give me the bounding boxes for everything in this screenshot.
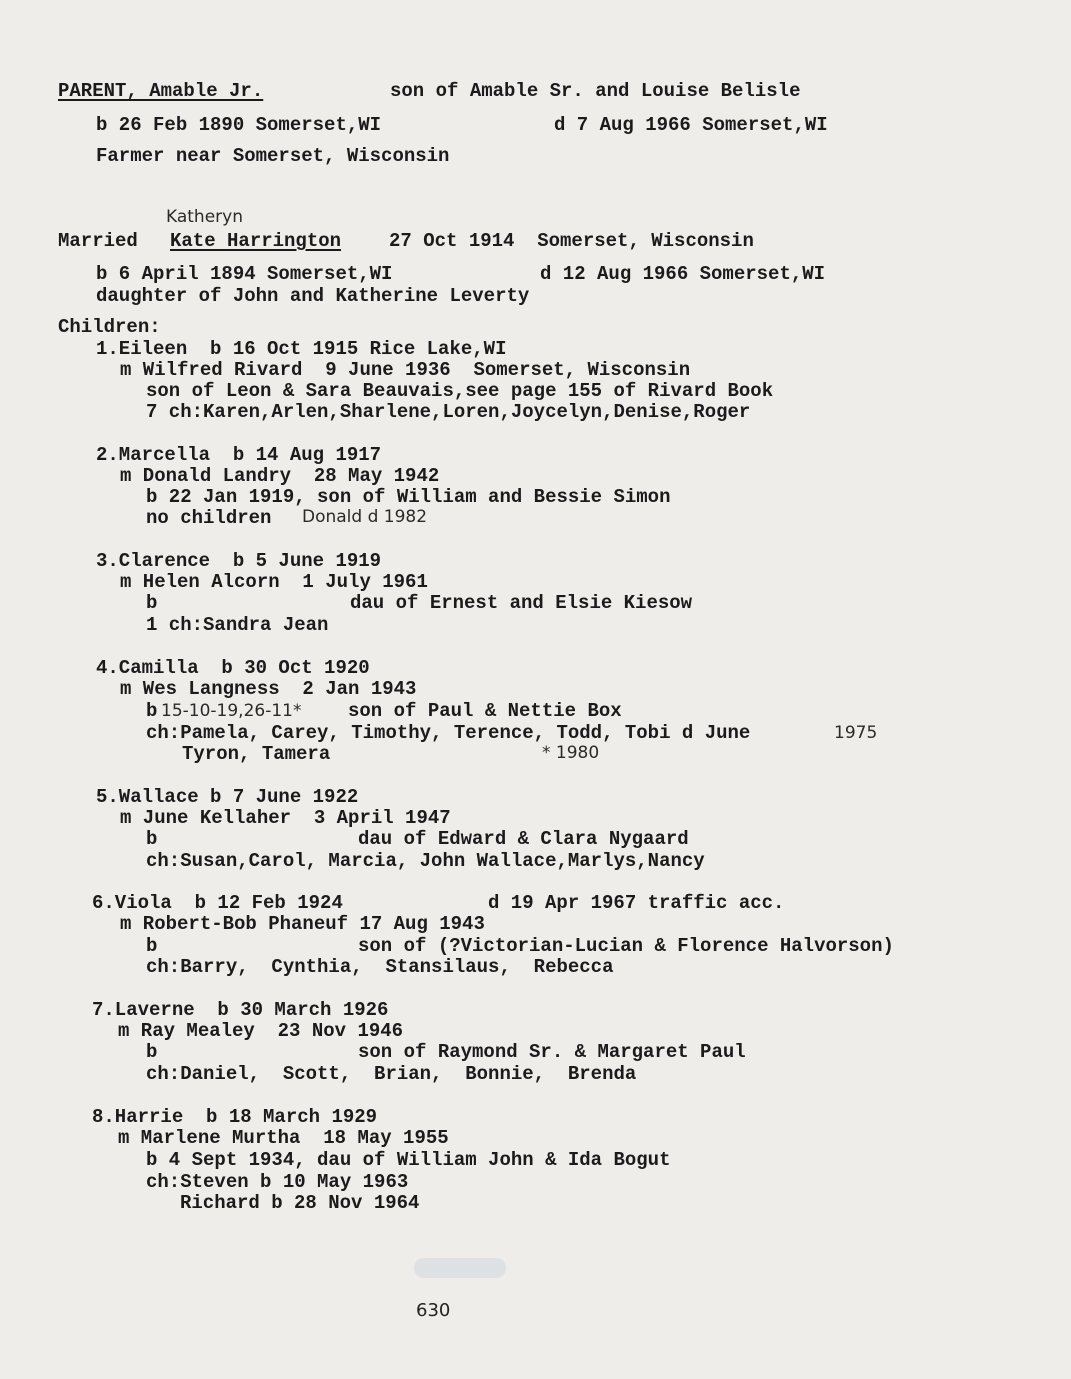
child-4-line: son of Paul & Nettie Box [348, 700, 622, 722]
child-2-line: m Donald Landry 28 May 1942 [120, 465, 440, 487]
child-4-line: ch:Pamela, Carey, Timothy, Terence, Todd, Tobi d June [146, 722, 751, 744]
child-8-line: 8.Harrie b 18 March 1929 [92, 1106, 378, 1128]
page-number: 630 [416, 1300, 451, 1321]
spouse-birth: b 6 April 1894 Somerset,WI [96, 263, 393, 285]
child-2-handwritten-note: Donald d 1982 [302, 507, 428, 527]
child-3-line: 3.Clarence b 5 June 1919 [96, 550, 382, 572]
spouse-death: d 12 Aug 1966 Somerset,WI [540, 263, 826, 285]
child-1-line: son of Leon & Sara Beauvais,see page 155 of Rivard Book [146, 380, 774, 402]
child-5-line: m June Kellaher 3 April 1947 [120, 807, 451, 829]
spouse-name-annotation: Katheryn [166, 207, 243, 227]
child-6-line: ch:Barry, Cynthia, Stansilaus, Rebecca [146, 956, 614, 978]
child-8-line: ch:Steven b 10 May 1963 [146, 1171, 409, 1193]
child-5-line: ch:Susan,Carol, Marcia, John Wallace,Marlys,Nancy [146, 850, 705, 872]
child-7-line: 7.Laverne b 30 March 1926 [92, 999, 389, 1021]
child-4-line: m Wes Langness 2 Jan 1943 [120, 678, 417, 700]
child-1-line: m Wilfred Rivard 9 June 1936 Somerset, Wisconsin [120, 359, 691, 381]
child-6-line: 6.Viola b 12 Feb 1924 [92, 892, 343, 914]
subject-birth: b 26 Feb 1890 Somerset,WI [96, 114, 382, 136]
child-3-line: 1 ch:Sandra Jean [146, 614, 329, 636]
child-3-line: b [146, 592, 158, 614]
child-7-line: son of Raymond Sr. & Margaret Paul [358, 1041, 746, 1063]
child-6-line: m Robert-Bob Phaneuf 17 Aug 1943 [120, 913, 485, 935]
child-5-line: b [146, 828, 158, 850]
child-1-line: 7 ch:Karen,Arlen,Sharlene,Loren,Joycelyn,Denise,Roger [146, 401, 751, 423]
child-7-line: m Ray Mealey 23 Nov 1946 [118, 1020, 404, 1042]
married-label: Married [58, 230, 138, 252]
child-8-line: b 4 Sept 1934, dau of William John & Ida Bogut [146, 1149, 671, 1171]
child-4-line: b [146, 700, 158, 722]
child-6-line: d 19 Apr 1967 traffic acc. [488, 892, 785, 914]
child-2-line: 2.Marcella b 14 Aug 1917 [96, 444, 382, 466]
child-8-line: m Marlene Murtha 18 May 1955 [118, 1127, 449, 1149]
children-heading: Children: [58, 316, 161, 338]
child-4-handwritten-birth: 15-10-19,26-11* [161, 701, 302, 721]
child-4-line: Tyron, Tamera [182, 743, 331, 765]
marriage-details: 27 Oct 1914 Somerset, Wisconsin [389, 230, 754, 252]
spouse-parents: daughter of John and Katherine Leverty [96, 285, 530, 307]
child-6-line: son of (?Victorian-Lucian & Florence Halvorson) [358, 935, 894, 957]
child-5-line: dau of Edward & Clara Nygaard [358, 828, 689, 850]
subject-occupation: Farmer near Somerset, Wisconsin [96, 145, 450, 167]
child-2-line: b 22 Jan 1919, son of William and Bessie Simon [146, 486, 671, 508]
child-3-line: m Helen Alcorn 1 July 1961 [120, 571, 428, 593]
subject-death: d 7 Aug 1966 Somerset,WI [554, 114, 828, 136]
child-8-line: Richard b 28 Nov 1964 [180, 1192, 420, 1214]
child-4-line: 4.Camilla b 30 Oct 1920 [96, 657, 370, 679]
child-4-handwritten-year: 1975 [834, 723, 878, 743]
child-7-line: b [146, 1041, 158, 1063]
subject-parents: son of Amable Sr. and Louise Belisle [390, 80, 801, 102]
child-6-line: b [146, 935, 158, 957]
child-3-line: dau of Ernest and Elsie Kiesow [350, 592, 693, 614]
ink-smudge [414, 1258, 506, 1278]
child-4-handwritten-note: * 1980 [542, 743, 600, 763]
child-5-line: 5.Wallace b 7 June 1922 [96, 786, 359, 808]
spouse-name: Kate Harrington [170, 230, 342, 252]
child-2-line: no children [146, 507, 272, 529]
child-1-line: 1.Eileen b 16 Oct 1915 Rice Lake,WI [96, 338, 507, 360]
subject-name: PARENT, Amable Jr. [58, 80, 264, 102]
child-7-line: ch:Daniel, Scott, Brian, Bonnie, Brenda [146, 1063, 637, 1085]
